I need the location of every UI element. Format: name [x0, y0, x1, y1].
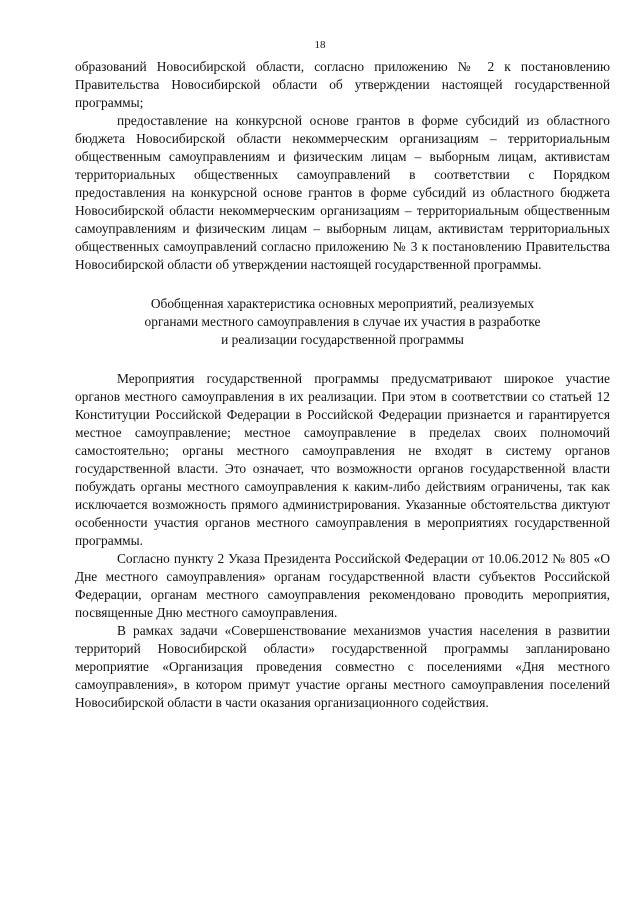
heading-line: и реализации государственной программы	[221, 332, 464, 347]
paragraph-participation: Мероприятия государственной программы предусматривают широкое участие органов местного самоуправления в их реализации. При этом в соответствии со статьей 12 Конституции Российской Федерации в Российской Федерации признается и гарантируется местное самоуправление; местное самоуправление в пределах своих полномочий самостоятельно; органы местного самоуправления не входят в систему органов государственной власти. Это означает, что возможности органов государственной власти побуждать органы местного самоуправления к каким-либо действиям ограничены, так как исключается возможность прямого администрирования. Указанные обстоятельства диктуют особенности участия органов местного самоуправления в мероприятиях государственной программы.	[75, 371, 610, 548]
paragraph-task: В рамках задачи «Совершенствование механизмов участия населения в развитии территорий Новосибирской области» государственной программы запланировано мероприятие «Организация проведения совместно с поселениями «Дня местного самоуправления», в котором примут участие органы местного самоуправления поселений Новосибирской области в части оказания организационного содействия.	[75, 623, 610, 710]
paragraph-continuation: образований Новосибирской области, согласно приложению № 2 к постановлению Правительства Новосибирской области об утверждении настоящей государственной программы;	[75, 59, 610, 110]
paragraph-decree: Согласно пункту 2 Указа Президента Российской Федерации от 10.06.2012 № 805 «О Дне местного самоуправления» органам государственной власти субъектов Российской Федерации, органам местного самоуправления рекомендовано проводить мероприятия, посвященные Дню местного самоуправления.	[75, 551, 610, 620]
page-number: 18	[314, 39, 326, 51]
heading-line: органами местного самоуправления в случае их участия в разработке	[144, 314, 541, 329]
heading-line: Обобщенная характеристика основных мероприятий, реализуемых	[150, 296, 535, 311]
section-heading	[75, 295, 610, 349]
paragraph-grants: предоставление на конкурсной основе грантов в форме субсидий из областного бюджета Новосибирской области некоммерческим организациям – территориальным общественным самоуправлениям и физическим лицам – выборным лицам, активистам территориальных общественных самоуправлений в соответствии с Порядком предоставления на конкурсной основе грантов в форме субсидий из областного бюджета Новосибирской области некоммерческим организациям – территориальным общественным самоуправлениям и физическим лицам – выборным лицам, активистам территориальных общественных самоуправлений согласно приложению № 3 к постановлению Правительства Новосибирской области об утверждении настоящей государственной программы.	[75, 113, 610, 272]
page-body	[75, 58, 610, 712]
